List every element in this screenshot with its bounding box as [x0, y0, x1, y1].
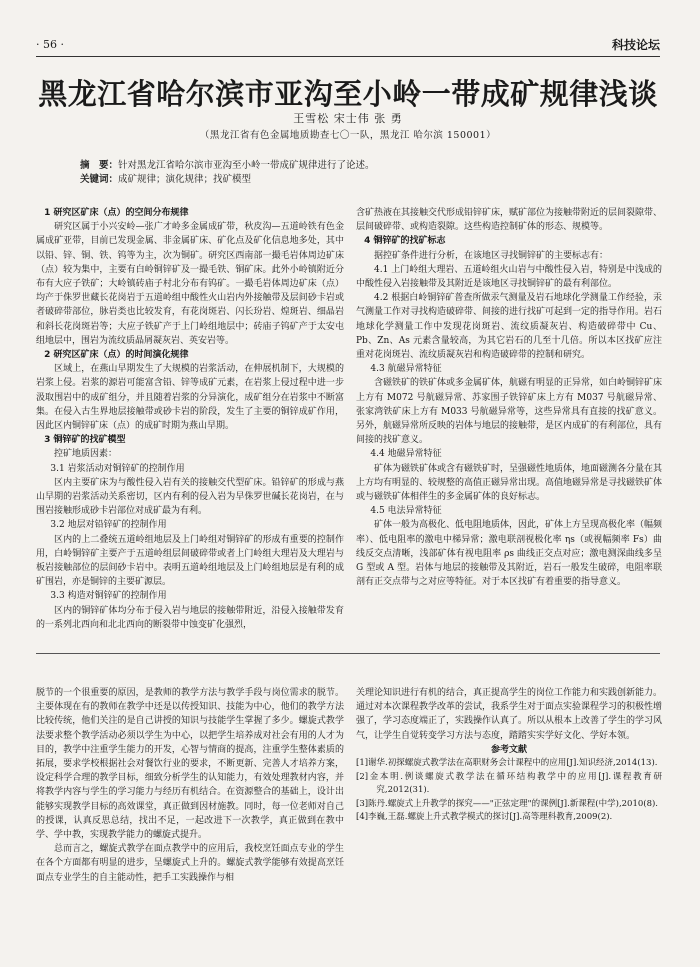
reference-item: [2]金本明.例谈螺旋式教学法在循环结构教学中的应用[J].课程教育研究,2012(31). [356, 771, 662, 796]
keywords [80, 173, 620, 187]
subsection-heading: 3.2 地层对铅锌矿的控制作用 [50, 520, 167, 531]
journal-name: 科技论坛 [611, 38, 660, 52]
paragraph: 控矿地质因素： [54, 449, 118, 460]
section-heading: 2 研究区矿床（点）的时间演化规律 [44, 350, 189, 361]
paragraph: 关理论知识进行有机的结合，真正提高学生的岗位工作能力和实践创新能力。通过对本次课程教学改革的尝试，我系学生对于面点实验课程学习的积极性增强了，学习态度端正了，实践操作认真了。所以从根本上改善了学生的学习风气，让学生自觉转变学习方法与态度，踏踏实实学好文化、学好本领。 [356, 688, 662, 741]
authors: 王雪松 宋士伟 张 勇 [293, 112, 403, 125]
paragraph: 4.2 根据白岭铜锌矿普查所做汞气测量及岩石地球化学测量工作经验，汞气测量工作对寻找构造破碎带、间接的进行找矿可起到一定的指导作用。岩石地球化学测量工作中发现花岗斑岩、流纹质凝灰岩、构造破碎带中 Cu、Pb、Zn、As 元素含量较高，为其它岩石的几至十几倍。所以本区找矿应注重对花岗斑岩、流纹质凝灰岩和构造破碎带的控制和研究。 [356, 293, 662, 361]
paragraph: 研究区属于小兴安岭—张广才岭多金属成矿带，秋皮沟—五道岭铁有色金属成矿亚带，目前已发现金属、非金属矿床、矿化点及矿化信息地多处，其中以铅、锌、铜、铁、钨等为主，次为铜矿。研究区西南部一撮毛岩体周边矿床（点）较为集中，主要有白岭铜锌矿及一撮毛铁、铜矿床。此外小岭镇附近分布有大应子铁矿；大岭镇砖庙子村北分布有钨矿。一撮毛岩体周边矿床（点）均产于侏罗世藏长花岗岩于五道岭组中酸性火山岩内外接触带及层间砂卡岩或者破碎带部位，脉岩类也比较发育，有花岗斑岩、闪长玢岩、煌斑岩、细晶岩和斜长花岗斑岩等；大应子铁矿产于上门岭组地层中；砖庙子钨矿产于太安屯组地层中，围岩为流纹质晶屑凝灰岩、英安岩等。 [36, 222, 344, 346]
subsection-heading: 4.5 电法异常特征 [370, 506, 442, 517]
paragraph: 矿体为磁铁矿体或含有磁铁矿时，呈强磁性地质体，地面磁测各分量在其上方均有明显的、较规整的高值正磁异常出现。高值地磁异常是寻找磁铁矿体或与磁铁矿体相伴生的多金属矿体的良好标志。 [356, 463, 662, 503]
abstract [80, 159, 620, 173]
paragraph: 区内的铜锌矿体均分布于侵入岩与地层的接触带附近，沿侵入接触带发育的一系列北西向和北北西向的断裂带中蚀变矿化强烈， [36, 605, 344, 630]
abstract-text: 针对黑龙江省哈尔滨市亚沟至小岭一带成矿规律进行了论述。 [118, 160, 375, 171]
paragraph: 脱节的一个很重要的原因，是教师的教学方法与教学手段与岗位需求的脱节。主要体现在有的教师在教学中还是以传授知识、技能为中心，他们的教学方法比较传统，他们关注的是自己讲授的知识与技能学生掌握了多少。螺旋式教学法要求整个教学活动必须以学生为中心，以把学生培养成对社会有用的人才为目的，教学中注重学生能力的开发，心智与情商的提高，注重学生整体素质的拓展，要求学校根据社会对餐饮行业的要求，不断更新、完善人才培养方案，设定科学合理的教学目标，细致分析学生的认知能力，有效处理教材内容，并将教学内容与学生的学习能力与经历有机结合。在资源整合的基础上，设计出能够实现教学目标的高效课堂，真正做到因材施教。同时，每一位老师对自己的授课，认真反思总结，找出不足，一起改进下一次教学，真正做到在教中学、学中教，实现教学能力的螺旋式提升。 [36, 688, 344, 841]
reference-item: [1]谢华.初探螺旋式教学法在高职财务会计课程中的应用[J].知识经济,2014(13). [356, 758, 658, 769]
paragraph: 矿体一般为高极化、低电阻地质体，因此，矿体上方呈现高极化率（幅频率）、低电阻率的激电中梯异常；激电联剖视极化率 ηs（或视幅频率 Fs）曲线反交点清晰，浅部矿体有视电阻率 ρs 曲线正交点对应；激电测深曲线多呈 G 型或 A 型。岩体与地层的接触带及其附近，岩石一般发生破碎，电阻率联剖有正交点带与之对应等特征。对于本区找矿有着重要的指导意义。 [356, 520, 662, 588]
reference-item: [4]李巍,王磊.螺旋上升式教学模式的探讨[J].高等理科教育,2009(2). [356, 812, 613, 823]
paragraph: 4.1 上门岭组大理岩、五道岭组火山岩与中酸性侵入岩，特别是中浅成的中酸性侵入岩接触带及其附近是该地区寻找铜锌矿的最有利部位。 [356, 264, 662, 290]
paragraph: 含矿热液在其接触交代形成铅锌矿床，赋矿部位为接触带附近的层间裂隙带、层间破碎带、或构造裂隙。这些构造控制矿体的形态、规模等。 [356, 208, 662, 233]
paragraph: 含磁铁矿的铁矿体或多金属矿体，航磁有明显的正异常，如白岭铜锌矿床上方有 M072 号航磁异常、苏家围子铁锌矿床上方有 M037 号航磁异常、张家湾铁矿床上方有 M033 号航磁异常等，这些异常具有直接的找矿意义。另外，航磁异常所反映的岩体与地层的接触带，是区内成矿的有利部位，具有间接的找矿意义。 [356, 378, 662, 446]
paragraph: 总而言之，螺旋式教学在面点教学中的应用后，我校烹饪面点专业的学生在各个方面都有明显的进步，呈螺旋式上升的。螺旋式教学能够有效提高烹饪面点专业学生的自主能动性，把手工实践操作与相 [36, 844, 344, 883]
affiliation: （黑龙江省有色金属地质勘查七〇一队，黑龙江 哈尔滨 150001） [199, 130, 497, 141]
subsection-heading: 4.3 航磁异常特征 [370, 364, 442, 375]
keywords-text: 成矿规律；演化规律；找矿模型 [118, 174, 252, 185]
paragraph: 区内主要矿床为与酸性侵入岩有关的接触交代型矿床。铅锌矿的形成与燕山早期的岩浆活动关系密切，区内有利的侵入岩为早侏罗世碱长花岗岩，在与围岩接触形成砂卡岩部位对成矿最为有利。 [36, 477, 344, 517]
paragraph: 区内的上二叠统五道岭组地层及上门岭组对铜锌矿的形成有重要的控制作用，白岭铜锌矿主要产于五道岭组层间破碎带或者上门岭组大理岩及大理岩与板岩接触部位的层间砂卡岩中。表明五道岭组地层及上门岭组地层是有利的成矿围岩，亦是铜锌的主要矿源层。 [36, 534, 344, 588]
keywords-label: 关键词： [80, 174, 119, 185]
header-rule [36, 56, 660, 57]
section-heading: 1 研究区矿床（点）的空间分布规律 [44, 208, 189, 218]
page-number: · 56 · [36, 38, 64, 51]
paragraph: 据控矿条件进行分析，在该地区寻找铜锌矿的主要标志有： [374, 250, 609, 261]
section-heading: 3 铜锌矿的找矿模型 [44, 435, 126, 446]
references-title: 参考文献 [490, 744, 527, 755]
column-4 [356, 686, 662, 948]
paragraph: 区域上，在燕山早期发生了大规模的岩浆活动，在伸展机制下，大规模的岩浆上侵。岩浆的源岩可能富含铅、锌等成矿元素，在岩浆上侵过程中进一步汲取围岩中的成矿组分，并且随着岩浆的分异演化，成矿组分在岩浆中不断富集。在侵入古生界地层接触带或砂卡岩的阶段，发生了主要的铜锌成矿作用，因此区内铜锌矿床（点）的成矿时期为燕山早期。 [36, 364, 344, 432]
column-2 [356, 206, 662, 644]
subsection-heading: 3.3 构造对铜锌矿的控制作用 [50, 591, 167, 602]
subsection-heading: 3.1 岩浆活动对铜锌矿的控制作用 [50, 463, 185, 474]
article-title: 黑龙江省哈尔滨市亚沟至小岭一带成矿规律浅谈 [38, 77, 658, 111]
section-heading: 4 铜锌矿的找矿标志 [364, 236, 446, 247]
column-3 [36, 686, 344, 948]
subsection-heading: 4.4 地磁异常特征 [370, 449, 442, 460]
section-divider [36, 653, 660, 654]
reference-item: [3]陈丹.螺旋式上升教学的探究——"正弦定理"的课例[J].新课程(中学),2010(8). [356, 798, 659, 809]
abstract-label: 摘 要： [80, 160, 119, 171]
column-1 [36, 206, 344, 644]
abstract-block [80, 159, 620, 187]
